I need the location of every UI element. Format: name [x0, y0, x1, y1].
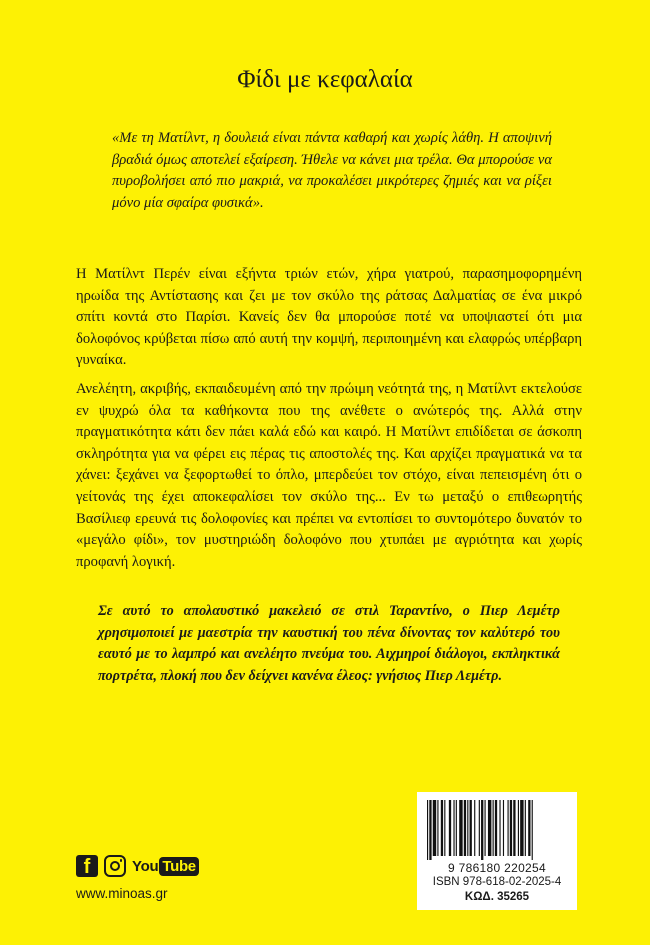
barcode-bar — [520, 800, 523, 856]
barcode-bar — [495, 800, 497, 856]
barcode-bar — [429, 800, 431, 860]
barcode-bar — [510, 800, 512, 856]
social-links — [76, 855, 199, 877]
barcode-bar — [513, 800, 515, 856]
barcode-digits: 9 786180 220254 — [448, 861, 546, 875]
barcode-bar — [503, 800, 504, 856]
book-title: Φίδι με κεφαλαία — [237, 66, 413, 93]
youtube-tube-text: Tube — [159, 857, 199, 876]
barcode-bar — [479, 800, 480, 856]
barcode-bar — [525, 800, 526, 856]
barcode-bar — [499, 800, 500, 856]
barcode-bar — [532, 800, 533, 860]
youtube-you-text: You — [132, 857, 159, 875]
barcode-bar — [470, 800, 472, 856]
publisher-website[interactable]: www.minoas.gr — [76, 886, 168, 901]
barcode-bar — [459, 800, 462, 856]
barcode-bar — [444, 800, 445, 856]
instagram-icon[interactable] — [104, 855, 126, 877]
barcode-bar — [508, 800, 509, 856]
barcode-bars — [425, 800, 569, 860]
barcode-bar — [493, 800, 494, 856]
barcode-bar — [453, 800, 454, 856]
barcode-bar — [441, 800, 443, 856]
barcode-bar — [449, 800, 451, 856]
synopsis-paragraph-1: Η Ματίλντ Περέν είναι εξήντα τριών ετών, χήρα γιατρού, παρασημοφορημένη ηρωίδα της Αντίστασης και ζει με τον σκύλο της ράτσας Δαλματίας σε ένα μικρό σπίτι κοντά στο Παρίσι. Κανείς δεν θα μπορούσε ποτέ να υποψιαστεί ότι μια δολοφόνος κρύβεται πίσω από αυτή την κομψή, περιποιημένη και ελαφρώς υπέρβαρη γυναίκα. — [76, 266, 582, 369]
barcode-bar — [481, 800, 483, 860]
closing-blurb: Σε αυτό το απολαυστικό μακελειό σε στιλ Ταραντίνο, ο Πιερ Λεμέτρ χρησιμοποιεί με μαεστρία την καυστική του πένα δίνοντας τον καλύτερό του εαυτό με το λαμπρό και ανελέητο πνεύμα του. Αιχμηροί διάλογοι, εκπληκτικά πορτρέτα, πλοκή που δεν δείχνει κανένα έλεος: γνήσιος Πιερ Λεμέτρ. — [98, 603, 560, 684]
barcode-bar — [467, 800, 468, 856]
isbn-number: ISBN 978-618-02-2025-4 — [432, 876, 562, 888]
youtube-icon[interactable] — [132, 857, 199, 876]
barcode-bar — [474, 800, 475, 856]
barcode-bar — [528, 800, 530, 856]
synopsis-paragraph-2: Ανελέητη, ακριβής, εκπαιδευμένη από την πρώιμη νεότητά της, η Ματίλντ εκτελούσε εν ψυχρώ όλα τα καθήκοντα που της ανέθετε ο ανώτερός της. Αλλά στην πραγματικότητα κάτι δεν πάει καλά εδώ και καιρό. Η Ματίλντ επιδίδεται σε άσκοπη σκληρότητα για να φέρει εις πέρας τις αποστολές της. Και αρχίζει πραγματικά να τα χάνει: ξεχάνει να ξεφορτωθεί το όπλο, μπερδεύει τον στόχο, είναι πεπεισμένη ότι ο γείτονάς της έχει αποκεφαλίσει τον σκύλο της... Εν τω μεταξύ ο επιθεωρητής Βασίλιεφ ερευνά τις δολοφονίες και πρέπει να εντοπίσει το συντομότερο δυνατόν το «μεγάλο φίδι», τον μυστηριώδη δολοφόνο που χτυπάει με αγριότητα και χωρίς προφανή λογική. — [76, 381, 582, 570]
barcode-bar — [427, 800, 428, 860]
barcode-bar — [433, 800, 436, 856]
facebook-icon[interactable]: f — [76, 855, 98, 877]
barcode-bar — [485, 800, 486, 856]
barcode-bar — [437, 800, 438, 856]
barcode-bar — [464, 800, 466, 856]
barcode-bar — [488, 800, 491, 856]
barcode-bar — [518, 800, 519, 856]
opening-quote: «Με τη Ματίλντ, η δουλειά είναι πάντα καθαρή και χωρίς λάθη. Η αποψινή βραδιά όμως αποτελεί εξαίρεση. Ήθελε να κάνει μια τρέλα. Θα μπορούσε να πυροβολήσει από πιο μακριά, να προκαλέσει μικρότερες ζημιές και να ρίξει μόνο μία σφαίρα φυσικά». — [112, 130, 552, 211]
product-code: ΚΩΔ. 35265 — [464, 891, 530, 903]
barcode-box — [417, 792, 577, 910]
barcode-bar — [456, 800, 457, 856]
